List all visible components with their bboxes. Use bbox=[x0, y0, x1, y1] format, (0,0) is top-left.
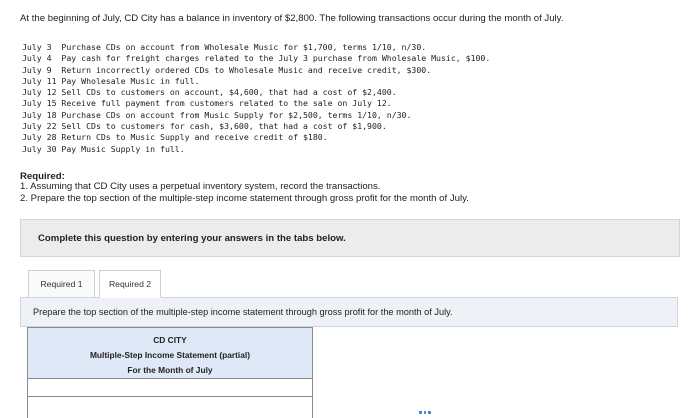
transaction-item: July 9 Return incorrectly ordered CDs to Wholesale Music and receive credit, $300. bbox=[22, 64, 432, 75]
transaction-item: July 18 Purchase CDs on account from Music Supply for $2,500, terms 1/10, n/30. bbox=[22, 109, 412, 120]
required-item-1: 1. Assuming that CD City uses a perpetual inventory system, record the transactions. bbox=[20, 181, 381, 192]
transaction-item: July 22 Sell CDs to customers for cash, $3,600, that had a cost of $1,900. bbox=[22, 121, 387, 132]
transaction-item: July 4 Pay cash for freight charges related to the July 3 purchase from Wholesale Music, $100. bbox=[22, 53, 491, 64]
transaction-item: July 11 Pay Wholesale Music in full. bbox=[22, 75, 200, 86]
dot bbox=[419, 411, 422, 414]
statement-title: Multiple-Step Income Statement (partial) bbox=[89, 350, 251, 360]
problem-intro: At the beginning of July, CD City has a balance in inventory of $2,800. The following transactions occur during the month of July. bbox=[20, 13, 564, 24]
transaction-item: July 3 Purchase CDs on account from Wholesale Music for $1,700, terms 1/10, n/30. bbox=[22, 42, 427, 52]
statement-line-input[interactable] bbox=[28, 379, 312, 396]
statement-period: For the Month of July bbox=[127, 365, 213, 375]
required-item-2: 2. Prepare the top section of the multiple-step income statement through gross profit for the month of July. bbox=[20, 193, 469, 204]
dot bbox=[424, 411, 427, 414]
instructions-box bbox=[20, 219, 680, 257]
transaction-item: July 28 Return CDs to Music Supply and receive credit of $180. bbox=[22, 132, 328, 143]
transaction-item: July 12 Sell CDs to customers on account, $4,600, that had a cost of $2,400. bbox=[22, 87, 397, 98]
dot bbox=[428, 411, 431, 414]
income-statement-table bbox=[27, 327, 313, 418]
instructions-text: Complete this question by entering your answers in the tabs below. bbox=[38, 233, 346, 244]
transaction-list bbox=[22, 42, 490, 155]
tab-required-1[interactable]: Required 1 bbox=[28, 270, 95, 298]
tab-required-2[interactable]: Required 2 bbox=[99, 270, 161, 298]
panel-instruction-text: Prepare the top section of the multiple-step income statement through gross profit for the month of July. bbox=[33, 307, 453, 317]
tab-panel-instruction bbox=[20, 297, 678, 327]
transaction-item: July 30 Pay Music Supply in full. bbox=[22, 143, 185, 154]
required-title: Required: bbox=[20, 171, 65, 182]
statement-header bbox=[28, 328, 312, 379]
statement-row bbox=[28, 379, 312, 397]
transaction-item: July 15 Receive full payment from customers related to the sale on July 12. bbox=[22, 98, 392, 109]
more-dots-icon[interactable] bbox=[419, 411, 431, 415]
statement-company: CD CITY bbox=[153, 335, 187, 345]
